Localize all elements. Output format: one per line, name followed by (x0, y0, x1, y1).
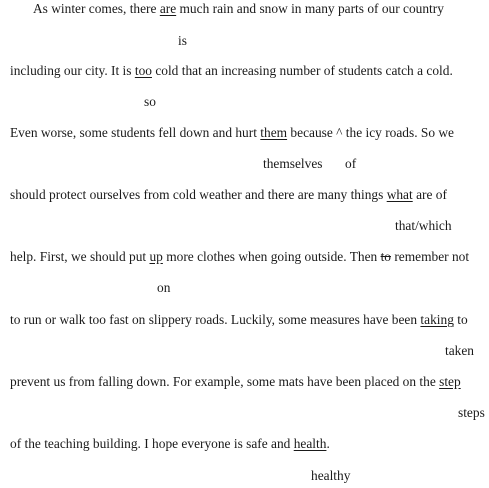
text: Even worse, some students fell down and hurt (10, 125, 261, 140)
correction: of (345, 156, 357, 171)
text-line-6 (10, 313, 468, 326)
correction: that/which (395, 218, 452, 233)
correction: so (144, 94, 156, 109)
text: help. First, we should put (10, 249, 150, 264)
text: As winter comes, there (33, 1, 160, 16)
text-line-4 (10, 188, 447, 201)
marked-error: them (260, 125, 288, 140)
text: are of (412, 187, 447, 202)
text: because ^ the icy roads. So we (287, 125, 454, 140)
struck-word: to (380, 249, 391, 264)
marked-error: too (134, 63, 152, 78)
text: including our city. It is (10, 63, 135, 78)
marked-error: step (439, 374, 461, 389)
correction: themselves (263, 156, 323, 171)
text: of the teaching building. I hope everyone is safe and (10, 436, 294, 451)
text: to run or walk too fast on slippery roads. Luckily, some measures have been (10, 312, 421, 327)
correction: on (157, 280, 171, 295)
marked-error: are (159, 1, 177, 16)
text: prevent us from falling down. For example, some mats have been placed on the (10, 374, 440, 389)
marked-error: health (293, 436, 327, 451)
text-line-3 (10, 126, 454, 139)
correction: steps (458, 405, 485, 420)
marked-error: what (386, 187, 413, 202)
correction: healthy (311, 468, 351, 483)
correction: is (178, 33, 187, 48)
text: . (326, 436, 330, 451)
marked-error: up (149, 249, 163, 264)
text-line-7 (10, 375, 461, 388)
text-line-1 (33, 2, 444, 15)
text-line-5 (10, 250, 469, 263)
text: should protect ourselves from cold weather and there are many things (10, 187, 387, 202)
text-line-8 (10, 437, 330, 450)
text-line-2 (10, 64, 453, 77)
text: much rain and snow in many parts of our country (176, 1, 444, 16)
text: cold that an increasing number of students catch a cold. (151, 63, 453, 78)
correction: taken (445, 343, 474, 358)
text: remember not (390, 249, 470, 264)
text: to (453, 312, 468, 327)
marked-error: taking (420, 312, 454, 327)
text: more clothes when going outside. Then (162, 249, 381, 264)
